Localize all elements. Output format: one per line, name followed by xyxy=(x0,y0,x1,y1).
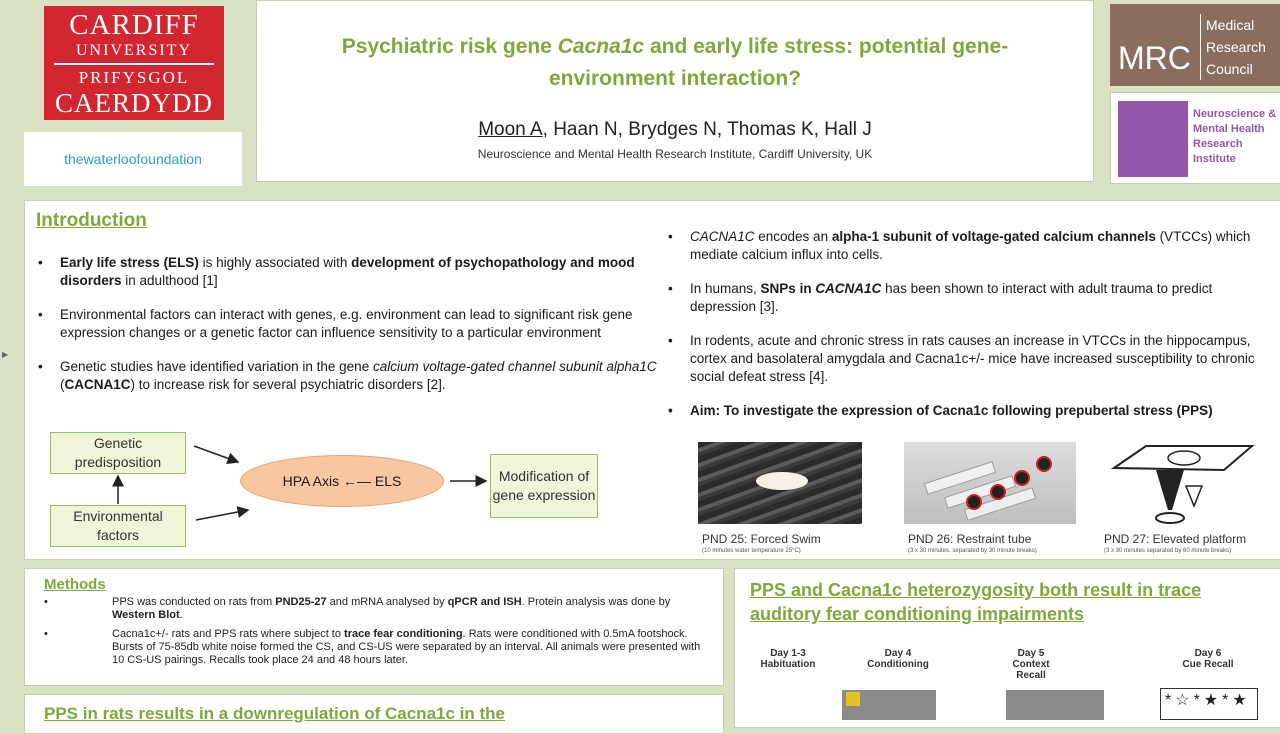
image-subcaption: (3 x 30 minutes, separated by 30 minute breaks) xyxy=(908,548,1037,554)
hpa-label: HPA Axis xyxy=(282,473,340,489)
logo-line: CAERDYDD xyxy=(54,88,213,118)
title-gene: Cacna1c xyxy=(557,35,645,58)
italic-text: CACNA1C xyxy=(690,229,755,244)
els-label: ELS xyxy=(374,473,402,489)
mrc-line: Medical xyxy=(1206,17,1255,33)
mrc-text: MRC xyxy=(1118,40,1191,76)
bold-text: development of psychopathology and mood disorders xyxy=(60,255,635,288)
affiliation: Neuroscience and Mental Health Research Institute, Cardiff University, UK xyxy=(477,147,873,161)
italic-text: calcium voltage-gated channel subunit alpha1C xyxy=(372,359,657,374)
text: is highly associated with xyxy=(198,255,352,270)
text: Cacna1c+/- rats and PPS rats where subject to xyxy=(112,628,345,640)
text: (VTCCs) which mediate calcium influx into cells. xyxy=(690,229,1251,262)
text: PPS was conducted on rats from xyxy=(112,596,276,608)
bold-text: PND25-27 xyxy=(275,596,327,608)
bold-text: trace fear conditioning xyxy=(344,628,463,640)
tube-cap xyxy=(990,484,1006,500)
introduction-heading: Introduction xyxy=(36,210,147,231)
tube-cap xyxy=(1036,456,1052,472)
text: encodes an xyxy=(754,229,832,244)
arrow xyxy=(196,510,248,520)
tube-cap xyxy=(1014,470,1030,486)
text: . xyxy=(179,609,183,621)
title-text: Psychiatric risk gene xyxy=(341,35,558,58)
bold-text: qPCR and ISH xyxy=(447,596,522,608)
bold-text: alpha-1 subunit of voltage-gated calcium channels xyxy=(831,229,1156,244)
day-label: Habituation xyxy=(760,659,816,670)
hpa-els-ellipse: HPA Axis ←— ELS xyxy=(240,455,444,507)
shock-icon xyxy=(846,692,860,706)
forced-swim-photo xyxy=(698,442,862,524)
pps-results-heading: PPS in rats results in a downregulation of Cacna1c in the xyxy=(44,704,505,723)
cue-chamber: *☆*★*★ xyxy=(1160,688,1258,720)
image-subcaption: (10 minutes water temperature 25°C) xyxy=(702,548,801,554)
text: and mRNA analysed by xyxy=(326,596,448,608)
text: . Protein analysis was done by xyxy=(521,596,671,608)
nmhri-line: Research xyxy=(1193,138,1243,150)
genetic-predisposition-box: Genetic predisposition xyxy=(50,432,186,474)
mrc-line: Council xyxy=(1206,61,1253,77)
elevated-platform-drawing xyxy=(1106,440,1256,526)
list-item: • In rodents, acute and chronic stress in rats causes an increase in VTCCs in the hippocampus, cortex and basolateral amygdala and Cacna1c+/- mice have increased susceptibility to chronic social defeat stress [4]. xyxy=(666,332,1280,386)
methods-list xyxy=(44,596,704,673)
conditioning-chamber xyxy=(842,690,936,720)
environmental-factors-box: Environmental factors xyxy=(50,505,186,547)
day-label: Cue Recall xyxy=(1182,659,1234,670)
image-caption: PND 25: Forced Swim xyxy=(702,532,821,546)
logo-line: UNIVERSITY xyxy=(54,42,214,65)
bold-text: Early life stress (ELS) xyxy=(60,255,199,270)
text: has been shown to interact with adult trauma to predict depression [3]. xyxy=(690,281,1213,314)
tube-cap xyxy=(966,494,982,510)
nmhri-line: Institute xyxy=(1193,153,1236,165)
collapse-arrow-icon[interactable]: ▶ xyxy=(2,350,9,359)
bold-text: Western Blot xyxy=(112,609,180,621)
nmhri-line: Mental Health xyxy=(1193,123,1265,135)
list-item xyxy=(44,596,704,622)
restraint-tube-photo xyxy=(904,442,1076,524)
text: in adulthood [1] xyxy=(121,273,218,288)
list-item: • Environmental factors can interact with genes, e.g. environment can lead to significant risk gene expression changes or a genetic factor can influence sensitivity to a particular environment xyxy=(36,306,666,342)
text: In humans, xyxy=(690,281,761,296)
timeline-day xyxy=(856,648,940,670)
mrc-line: Research xyxy=(1206,39,1266,55)
fear-conditioning-heading: PPS and Cacna1c heterozygosity both result in trace auditory fear conditioning impairments xyxy=(750,580,1202,624)
text: ( xyxy=(60,377,65,392)
day-label: Conditioning xyxy=(867,659,929,670)
image-caption: PND 27: Elevated platform xyxy=(1104,532,1247,546)
author-main: Moon A xyxy=(478,119,543,140)
timeline-day xyxy=(1004,648,1058,681)
list-item xyxy=(44,628,704,667)
waterloo-foundation-logo: thewaterloofoundation xyxy=(24,132,242,186)
methods-heading: Methods xyxy=(44,576,106,593)
bold-text: CACNA1C xyxy=(64,377,131,392)
arrow xyxy=(194,446,238,462)
title-text: and early life stress: potential gene-environment interaction? xyxy=(548,35,1009,90)
context-chamber xyxy=(1006,690,1104,720)
bold-text: SNPs in xyxy=(760,281,816,296)
nmhri-line: Neuroscience & xyxy=(1193,108,1277,120)
text: . Rats were conditioned with 0.5mA footshock. Bursts of 75-85db white noise formed the CS, and CS-US were separated by an interval. All animals were presented with 10 CS-US pairings. Recalls took place 24 and 48 hours later. xyxy=(112,628,701,666)
gene-expression-box: Modification of gene expression xyxy=(490,454,598,518)
logo-line: CARDIFF xyxy=(69,9,199,41)
day-label: Context Recall xyxy=(1012,659,1050,681)
day-number: Day 1-3 xyxy=(770,648,806,659)
rat-figure xyxy=(756,472,808,490)
text: Genetic studies have identified variation in the gene xyxy=(60,359,373,374)
aim-item: • Aim: To investigate the expression of Cacna1c following prepubertal stress (PPS) xyxy=(666,402,1280,420)
bold-italic-text: CACNA1C xyxy=(815,281,882,296)
timeline-day xyxy=(752,648,824,670)
text: ) to increase risk for several psychiatric disorders [2]. xyxy=(130,377,446,392)
image-caption: PND 26: Restraint tube xyxy=(908,532,1032,546)
timeline-day xyxy=(1168,648,1248,670)
logo-line: PRIFYSGOL xyxy=(78,68,190,87)
day-number: Day 6 xyxy=(1194,648,1222,659)
day-number: Day 5 xyxy=(1017,648,1045,659)
image-subcaption: (3 x 30 minutes separated by 60 minute breaks) xyxy=(1104,548,1232,554)
day-number: Day 4 xyxy=(884,648,912,659)
authors-rest: , Haan N, Brydges N, Thomas K, Hall J xyxy=(542,119,872,140)
